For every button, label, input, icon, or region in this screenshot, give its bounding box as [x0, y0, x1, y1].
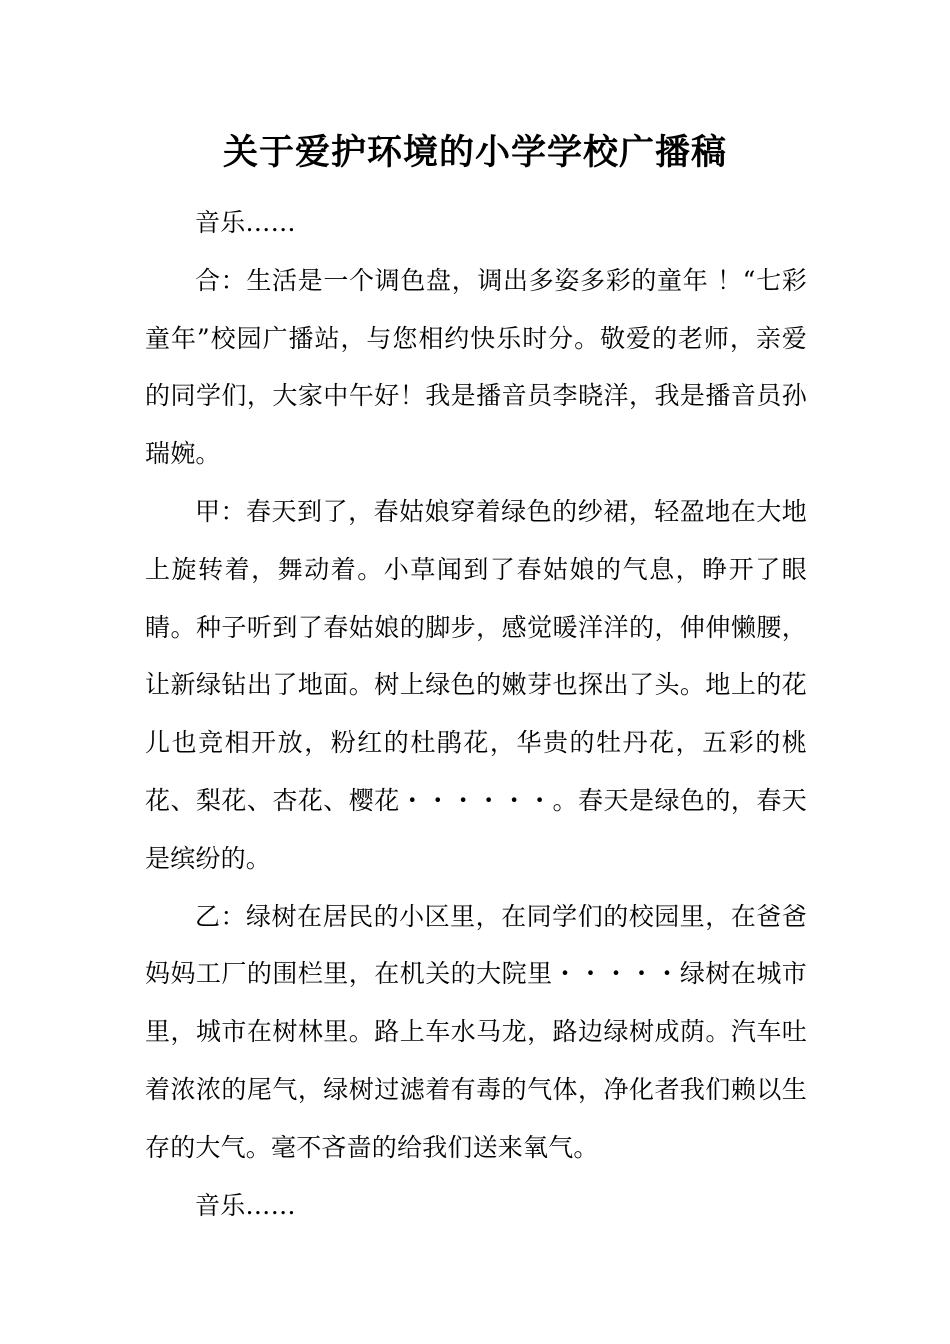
paragraph-music-intro: 音乐…… [195, 208, 296, 237]
paragraph-speaker-b: 乙：绿树在居民的小区里，在同学们的校园里，在爸爸妈妈工厂的围栏里，在机关的大院里・・・・・绿树在城市里，城市在树林里。路上车水马龙，路边绿树成荫。汽车吐着浓浓的尾气，绿树过滤着有毒的气体，净化者我们赖以生存的大气。毫不吝啬的给我们送来氧气。 [145, 901, 807, 1162]
paragraph-opening-together: 合：生活是一个调色盘，调出多姿多彩的童年 ！“七彩童年”校园广播站，与您相约快乐时分。敬爱的老师，亲爱的同学们，大家中午好！我是播音员李晓洋，我是播音员孙瑞婉。 [145, 265, 807, 469]
document-body [145, 194, 807, 1234]
paragraph-speaker-a: 甲：春天到了，春姑娘穿着绿色的纱裙，轻盈地在大地上旋转着，舞动着。小草闻到了春姑娘的气息，睁开了眼睛。种子听到了春姑娘的脚步，感觉暖洋洋的，伸伸懒腰，让新绿钻出了地面。树上绿色的嫩芽也探出了头。地上的花儿也竞相开放，粉红的杜鹃花，华贵的牡丹花，五彩的桃花、梨花、杏花、樱花・・・・・・。春天是绿色的，春天是缤纷的。 [145, 496, 807, 873]
paragraph-music-outro: 音乐…… [195, 1190, 296, 1220]
document-title: 关于爱护环境的小学学校广播稿 [222, 133, 727, 173]
